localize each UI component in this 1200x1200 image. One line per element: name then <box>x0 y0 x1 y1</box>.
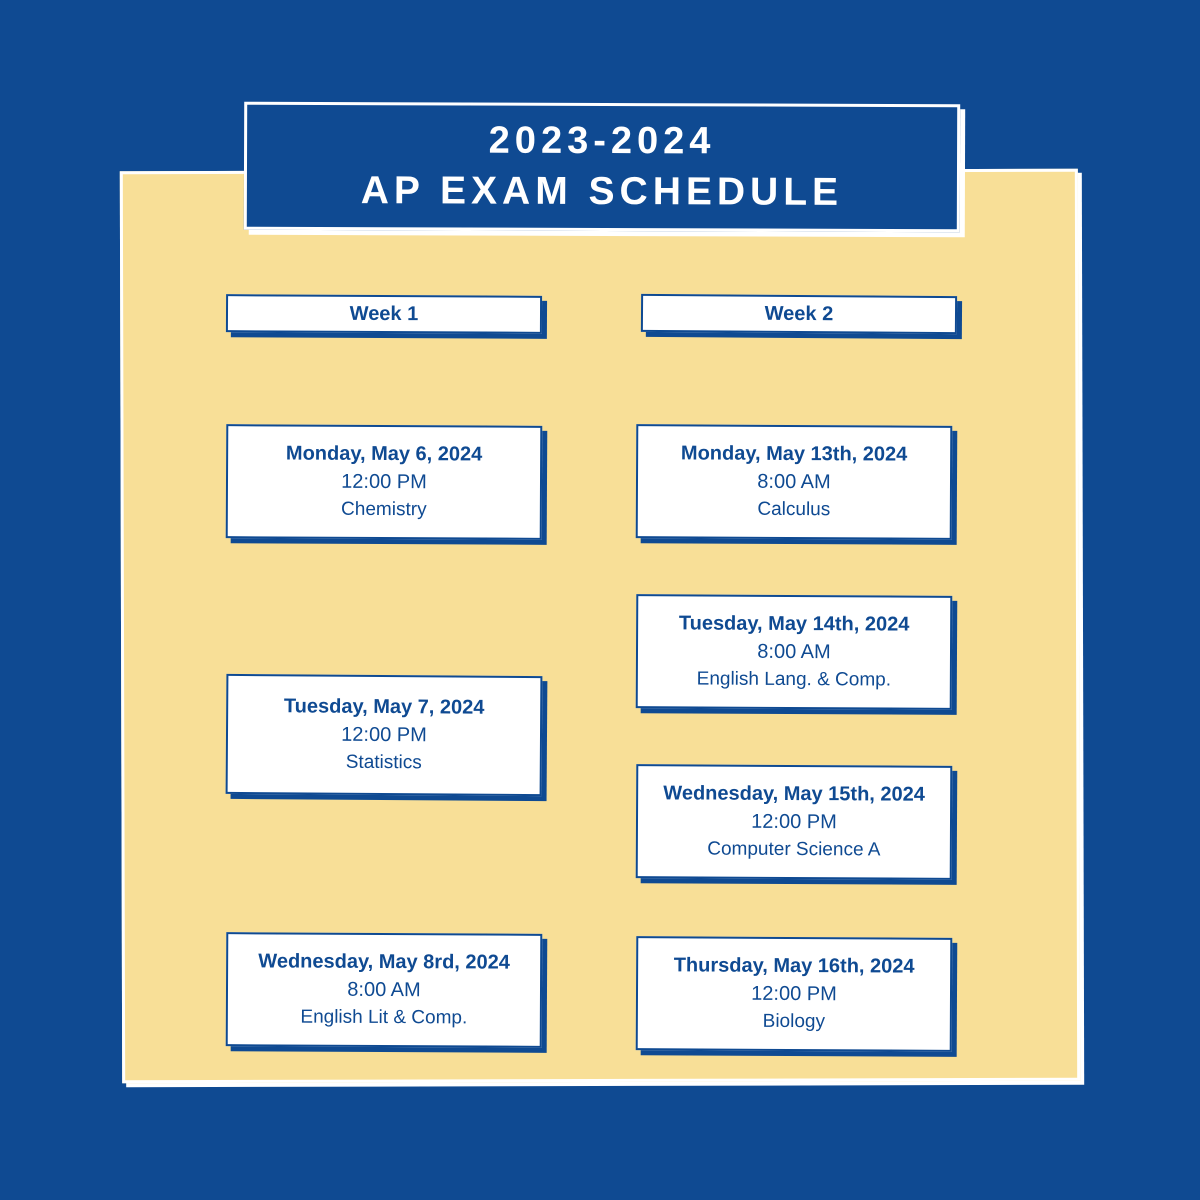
exam-card-biology <box>636 936 953 1052</box>
exam-subject: Computer Science A <box>707 838 881 861</box>
exam-card-computer-science <box>636 764 953 880</box>
week-2-header: Week 2 <box>641 294 957 334</box>
exam-card-english-lang <box>636 594 953 710</box>
exam-subject: English Lang. & Comp. <box>696 668 892 691</box>
exam-time: 8:00 AM <box>757 640 831 664</box>
exam-subject: Chemistry <box>341 498 427 521</box>
exam-date: Wednesday, May 8rd, 2024 <box>258 950 510 974</box>
exam-card-calculus <box>636 424 953 540</box>
title-banner <box>244 102 960 232</box>
exam-subject: Biology <box>762 1010 826 1033</box>
exam-time: 12:00 PM <box>751 982 837 1006</box>
exam-card-english-lit <box>226 932 543 1048</box>
exam-date: Monday, May 6, 2024 <box>285 442 483 466</box>
exam-subject: Statistics <box>345 751 422 774</box>
exam-date: Wednesday, May 15th, 2024 <box>663 782 925 806</box>
exam-time: 8:00 AM <box>347 978 421 1002</box>
title-year: 2023-2024 <box>488 119 716 163</box>
exam-subject: English Lit & Comp. <box>300 1006 468 1029</box>
exam-date: Tuesday, May 14th, 2024 <box>678 612 910 636</box>
exam-time: 12:00 PM <box>751 810 837 834</box>
exam-time: 12:00 PM <box>341 723 427 747</box>
week-1-header: Week 1 <box>226 294 542 334</box>
exam-time: 12:00 PM <box>341 470 427 494</box>
exam-time: 8:00 AM <box>757 470 831 494</box>
exam-date: Tuesday, May 7, 2024 <box>283 695 485 719</box>
title-heading: AP EXAM SCHEDULE <box>360 169 844 214</box>
exam-card-statistics <box>226 674 543 796</box>
exam-date: Monday, May 13th, 2024 <box>680 442 908 466</box>
exam-subject: Calculus <box>757 498 831 521</box>
exam-date: Thursday, May 16th, 2024 <box>673 954 915 978</box>
exam-card-chemistry <box>226 424 543 540</box>
